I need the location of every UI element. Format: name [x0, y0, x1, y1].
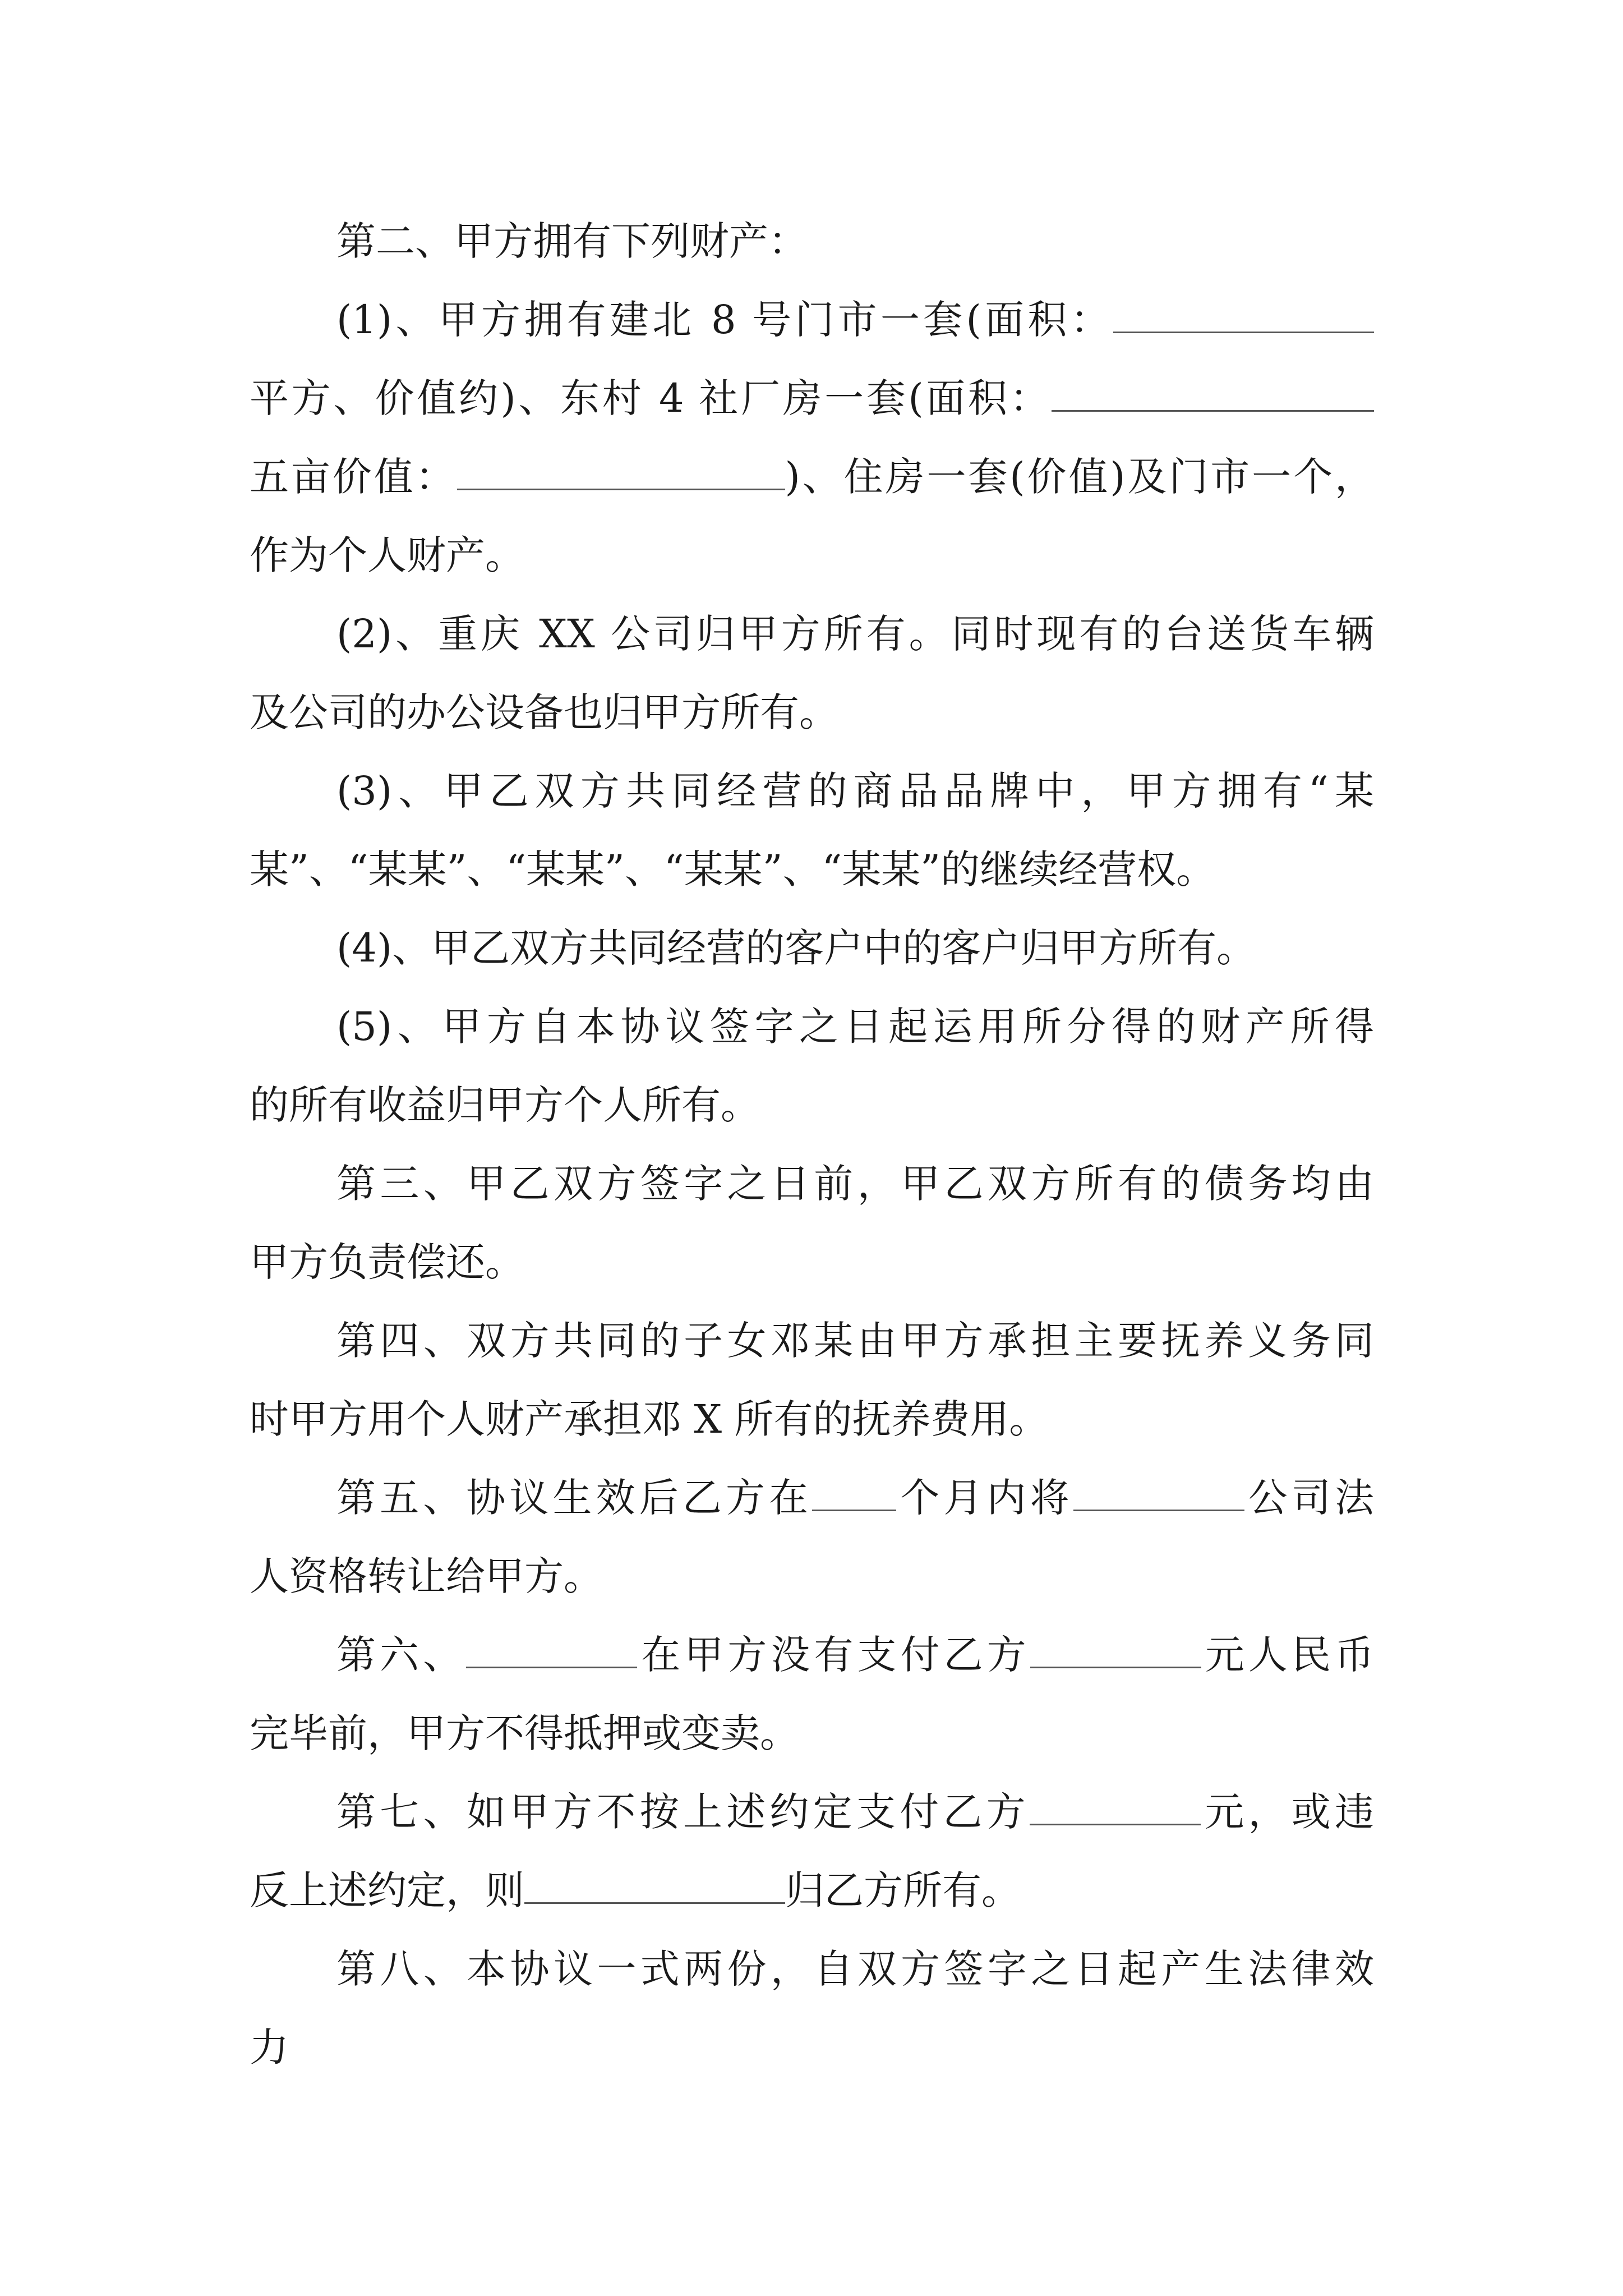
text-run: 完毕前，甲方不得抵押或变卖。: [250, 1710, 799, 1756]
item-1-line-2: [250, 362, 1374, 435]
text-run: 的所有收益归甲方个人所有。: [250, 1082, 760, 1128]
clause-6-line-1: [336, 1618, 1374, 1691]
item-5-line-2: [250, 1069, 1374, 1142]
clause-7-line-2: [250, 1854, 1374, 1927]
text-run: (3)、甲乙双方共同经营的商品品牌中，甲方拥有“某: [336, 768, 1374, 814]
item-1-line-4: [250, 519, 1374, 592]
text-run: (2)、重庆 XX 公司归甲方所有。同时现有的台送货车辆: [336, 611, 1374, 657]
fill-blank: [1030, 1784, 1201, 1825]
item-3-line-2: [250, 833, 1374, 906]
clause-3-line-1: [336, 1147, 1374, 1220]
text-run: 人资格转让给甲方。: [250, 1553, 603, 1599]
clause-4-line-1: [336, 1304, 1374, 1377]
item-1-line-3: [250, 440, 1374, 513]
text-run: (1)、甲方拥有建北 8 号门市一套(面积：: [336, 297, 1113, 343]
item-4-line-1: [336, 912, 1374, 984]
text-run: 第七、如甲方不按上述约定支付乙方: [336, 1789, 1030, 1835]
fill-blank: [812, 1470, 896, 1511]
text-run: 在甲方没有支付乙方: [637, 1632, 1030, 1678]
clause-7-line-1: [336, 1775, 1374, 1848]
fill-blank: [466, 1627, 637, 1668]
text-run: 甲方负责偿还。: [250, 1239, 524, 1285]
fill-blank: [1052, 371, 1374, 412]
item-2-line-2: [250, 676, 1374, 749]
item-5-line-1: [336, 990, 1374, 1063]
text-run: 元人民币: [1201, 1632, 1374, 1678]
clause-8-line-2: [250, 2011, 1374, 2084]
text-run: 第二、甲方拥有下列财产：: [336, 218, 808, 264]
text-run: )、住房一套(价值)及门市一个，: [785, 454, 1374, 500]
text-run: 第三、甲乙双方签字之日前，甲乙双方所有的债务均由: [336, 1161, 1374, 1207]
text-run: 第四、双方共同的子女邓某由甲方承担主要抚养义务同: [336, 1318, 1374, 1364]
item-1-line-1: [336, 283, 1374, 356]
fill-blank: [457, 449, 785, 490]
text-run: 力: [250, 2024, 289, 2070]
fill-blank: [1030, 1627, 1201, 1668]
text-run: 第八、本协议一式两份，自双方签字之日起产生法律效: [336, 1946, 1374, 1992]
item-3-line-1: [336, 754, 1374, 827]
clause-4-line-2: [250, 1383, 1374, 1456]
text-run: 反上述约定，则: [250, 1867, 524, 1913]
text-run: 归乙方所有。: [785, 1867, 1021, 1913]
text-run: 作为个人财产。: [250, 532, 524, 578]
text-run: 第五、协议生效后乙方在: [336, 1475, 813, 1521]
fill-blank: [1113, 292, 1374, 333]
item-2-line-1: [336, 597, 1374, 670]
fill-blank: [524, 1863, 785, 1904]
text-run: 及公司的办公设备也归甲方所有。: [250, 689, 838, 735]
text-run: 第六、: [336, 1632, 467, 1678]
text-run: (4)、甲乙双方共同经营的客户中的客户归甲方所有。: [336, 925, 1256, 971]
text-run: (5)、甲方自本协议签字之日起运用所分得的财产所得: [336, 1004, 1374, 1050]
text-run: 平方、价值约)、东村 4 社厂房一套(面积：: [250, 375, 1052, 421]
clause-5-line-1: [336, 1461, 1374, 1534]
clause-6-line-2: [250, 1697, 1374, 1770]
text-run: 五亩价值：: [250, 454, 457, 500]
clause-3-line-2: [250, 1226, 1374, 1299]
clause-5-line-2: [250, 1540, 1374, 1613]
text-run: 元，或违: [1201, 1789, 1374, 1835]
clause-8-line-1: [336, 1932, 1374, 2005]
text-run: 公司法: [1244, 1475, 1374, 1521]
text-run: 某”、“某某”、“某某”、“某某”、“某某”的继续经营权。: [250, 846, 1216, 892]
text-run: 个月内将: [896, 1475, 1073, 1521]
clause-2-heading: [336, 205, 1374, 278]
fill-blank: [1073, 1470, 1244, 1511]
text-run: 时甲方用个人财产承担邓 X 所有的抚养费用。: [250, 1396, 1049, 1442]
